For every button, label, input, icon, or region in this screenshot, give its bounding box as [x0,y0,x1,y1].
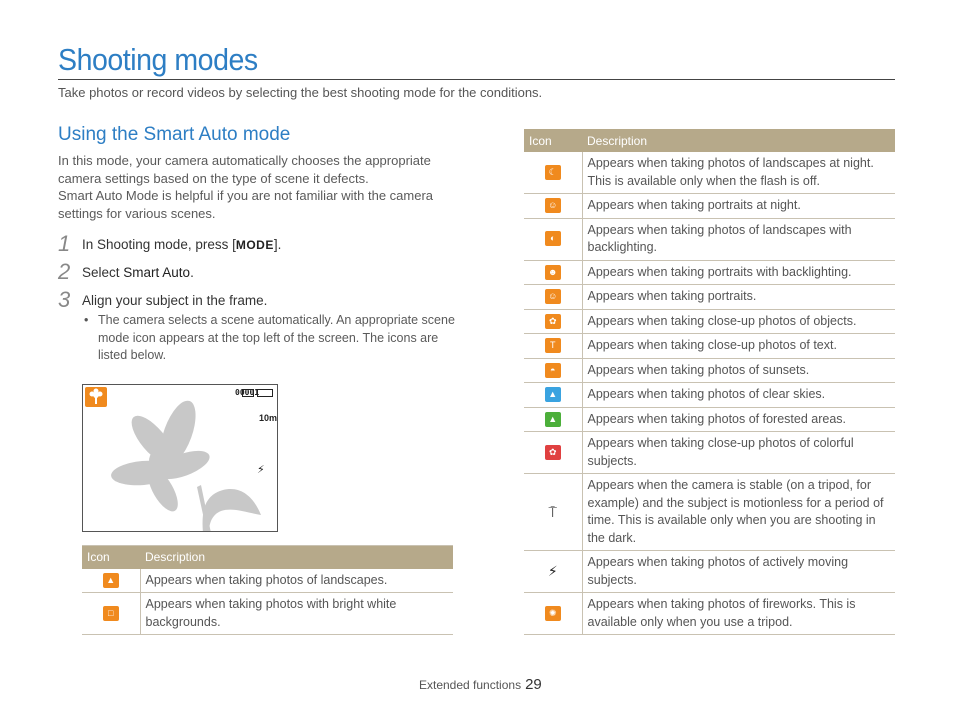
description-column-header: Description [582,129,895,152]
icon-cell [524,194,582,219]
mode-key-label: MODE [235,238,274,252]
fireworks-icon [545,606,561,621]
description-cell: Appears when taking close-up photos of text. [582,334,895,359]
step-text-end: ]. [273,237,282,252]
portrait-icon [545,289,561,304]
icon-glyph: ☺ [548,200,558,211]
table-row [524,383,895,408]
landscape-icon [103,573,119,588]
icon-glyph: ▲ [548,413,558,424]
icon-cell [524,260,582,285]
step-text: Align your subject in the frame. [82,293,268,308]
page-number: 29 [525,676,542,693]
step-number: 2 [58,259,71,284]
section-paragraph-1: In this mode, your camera automatically chooses the appropriate camera settings based on the type of scene it defects. [58,153,431,186]
page-footer [419,676,542,693]
icon-glyph: ✺ [548,607,557,618]
macro-color-icon [545,445,561,460]
smart-auto-label: Smart Auto [123,265,191,280]
camera-screen-illustration [82,384,278,532]
icon-glyph: ⚡ [547,563,558,580]
icon-cell [524,358,582,383]
icon-cell [524,285,582,310]
table-row [524,474,895,551]
photo-size-indicator: 10m [259,413,278,423]
icon-cell [524,474,582,551]
step-text: Select [82,265,124,280]
description-cell: Appears when the camera is stable (on a tripod, for example) and the subject is motionless for a period of time. This is available only when you are shooting in the dark. [582,474,895,551]
step-number: 3 [58,287,71,312]
description-column-header: Description [140,546,453,569]
table-row [524,260,895,285]
backlight-portrait-icon [545,265,561,280]
tripod-icon [545,504,561,519]
macro-icon [545,314,561,329]
icon-cell [524,407,582,432]
table-row [524,334,895,359]
description-cell: Appears when taking photos of sunsets. [582,358,895,383]
left-column [58,124,458,365]
icon-glyph: ☻ [548,266,558,277]
table-row [524,152,895,194]
description-cell: Appears when taking photos of landscapes with backlighting. [582,218,895,260]
description-cell: Appears when taking photos of clear skies. [582,383,895,408]
description-cell: Appears when taking photos of actively moving subjects. [582,551,895,593]
table-row [524,358,895,383]
table-row [524,432,895,474]
section-title: Using the Smart Auto mode [58,124,291,145]
icon-glyph: ⍑ [548,503,557,520]
shot-counter: 00001 [235,388,260,397]
table-row [524,285,895,310]
title-rule [58,79,895,80]
step-text: In Shooting mode, press [ [82,237,236,252]
flash-icon: ⚡ [257,464,265,476]
icon-cell [524,309,582,334]
icon-cell [524,334,582,359]
step-3 [58,287,458,312]
description-cell: Appears when taking photos of fireworks. This is available only when you use a tripod. [582,593,895,635]
step-2 [58,259,458,284]
icon-glyph: T [550,340,556,351]
sunset-icon [545,363,561,378]
step-number: 1 [58,231,71,256]
right-icon-table [524,129,895,635]
table-row [524,194,895,219]
intro-text: Take photos or record videos by selecting the best shooting mode for the conditions. [58,85,543,100]
description-cell: Appears when taking photos of landscapes at night. This is available only when the flash is off. [582,152,895,194]
section-paragraph-2: Smart Auto Mode is helpful if you are not familiar with the camera settings for various scenes. [58,188,434,221]
icon-glyph: ◓ [550,364,556,375]
icon-glyph: ✿ [548,315,557,326]
macro-text-icon [545,338,561,353]
night-portrait-icon [545,198,561,213]
table-row [524,218,895,260]
table-row [524,309,895,334]
table-row [82,569,453,593]
white-background-icon [103,606,119,621]
flower-illustration [83,385,278,532]
icon-glyph: □ [108,607,114,618]
icon-cell [524,593,582,635]
icon-glyph: ▲ [106,574,116,585]
icon-cell [82,593,140,635]
left-icon-table [82,545,453,635]
table-row [524,551,895,593]
icon-glyph: ◐ [550,233,556,244]
step-3-bullet: • The camera selects a scene automatically. An appropriate scene mode icon appears at the top left of the screen. The icons are listed below. [58,312,458,365]
description-cell: Appears when taking close-up photos of colorful subjects. [582,432,895,474]
icon-cell [524,432,582,474]
night-landscape-icon [545,165,561,180]
icon-column-header: Icon [524,129,582,152]
icon-cell [82,569,140,593]
step-text-end: . [190,265,194,280]
icon-glyph: ✿ [548,446,557,457]
backlight-landscape-icon [545,231,561,246]
action-icon [545,564,561,579]
description-cell: Appears when taking close-up photos of objects. [582,309,895,334]
icon-glyph: ☾ [548,166,557,177]
icon-cell [524,551,582,593]
description-cell: Appears when taking portraits. [582,285,895,310]
table-row [524,593,895,635]
description-cell: Appears when taking portraits at night. [582,194,895,219]
icon-cell [524,383,582,408]
table-header-row [82,546,453,569]
table-row [82,593,453,635]
table-row [524,407,895,432]
icon-glyph: ▲ [548,389,558,400]
description-cell: Appears when taking photos of forested areas. [582,407,895,432]
table-header-row [524,129,895,152]
step-1 [58,231,458,256]
description-cell: Appears when taking photos of landscapes. [140,569,453,593]
icon-cell [524,218,582,260]
blue-sky-icon [545,387,561,402]
icon-column-header: Icon [82,546,140,569]
icon-cell [524,152,582,194]
page-title: Shooting modes [58,42,258,77]
forest-icon [545,412,561,427]
footer-label: Extended functions [419,678,522,692]
description-cell: Appears when taking photos with bright white backgrounds. [140,593,453,635]
icon-glyph: ☺ [548,291,558,302]
description-cell: Appears when taking portraits with backlighting. [582,260,895,285]
